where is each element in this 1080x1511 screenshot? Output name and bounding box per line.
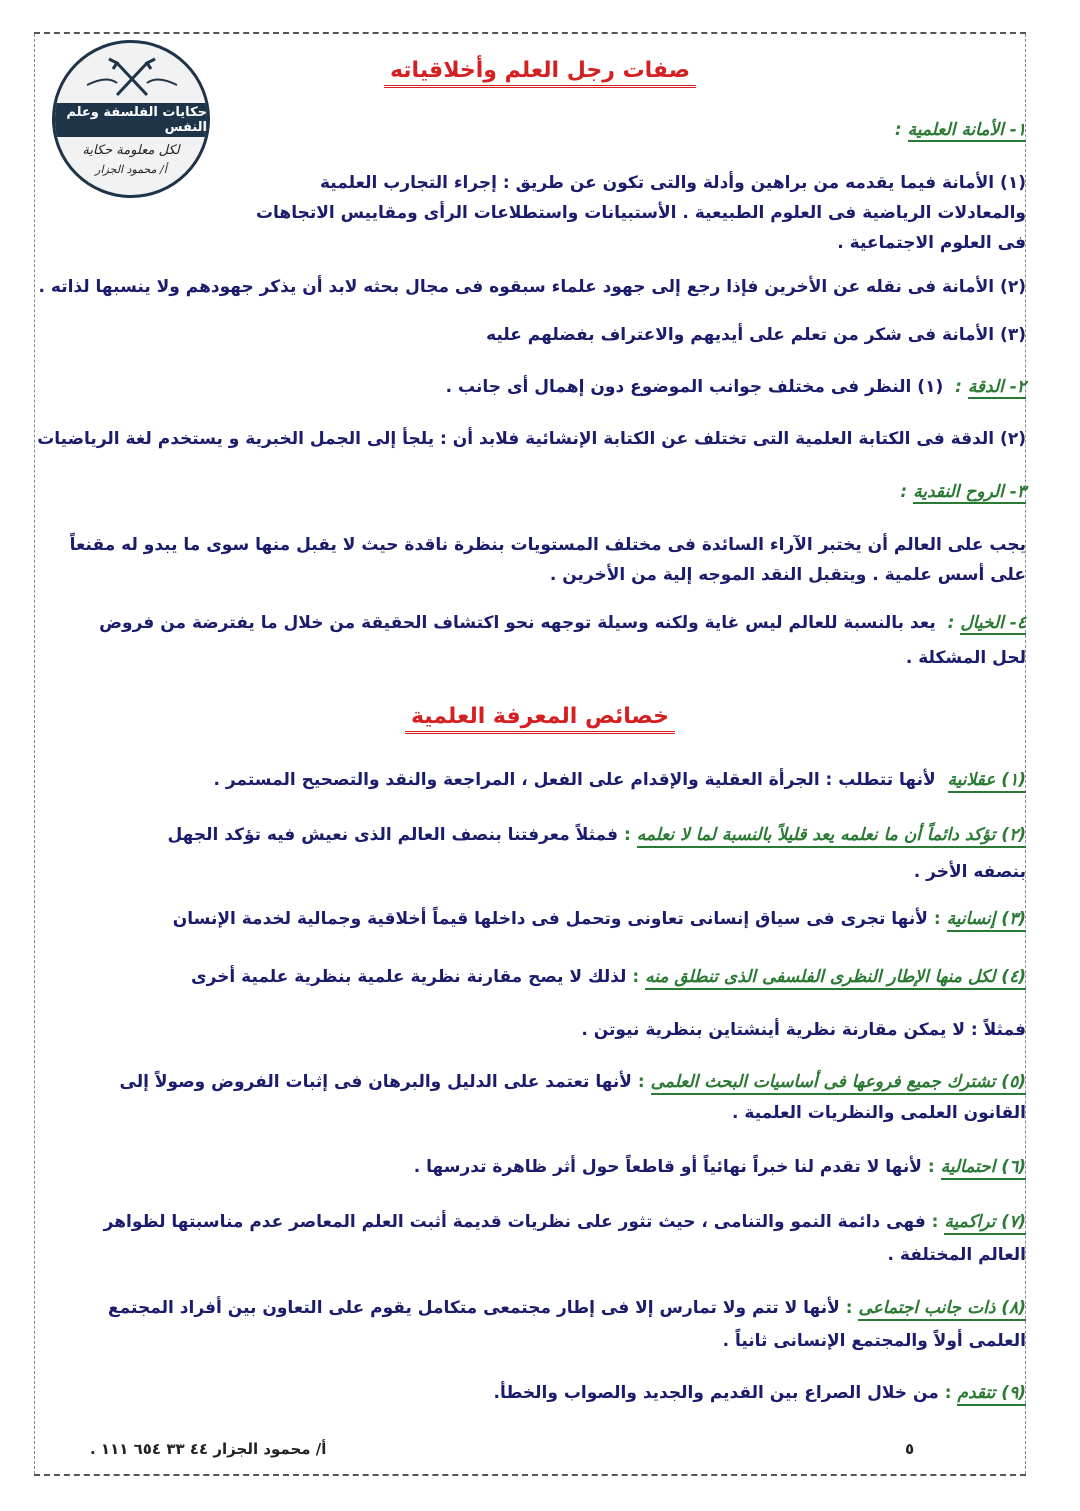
paragraph-line: (٢) الدقة فى الكتابة العلمية التى تختلف عن الكتابة الإنشائية فلابد أن : يلجأ إلى الجمل الخبرية و يستخدم لغة الرياضيات [37,429,1026,449]
section-line: ٢- الدقة : (١) النظر فى مختلف جوانب الموضوع دون إهمال أى جانب . [445,377,1026,397]
paragraph-line: (٢) الأمانة فى نقله عن الأخرين فإذا رجع إلى جهود علماء سبقوه فى مجال بحثه لابد أن يذكر جهودهم ولا ينسبها لذاته . [38,277,1026,297]
paragraph-line: فى العلوم الاجتماعية . [837,233,1026,253]
paragraph-line: القانون العلمى والنظريات العلمية . [732,1103,1026,1123]
paragraph-line: يجب على العالم أن يختبر الآراء السائدة فى مختلف المستويات بنظرة ناقدة حيث لا يقبل منها سوى ما يبدو له مقنعاً [69,535,1026,555]
list-item: (٢) تؤكد دائماً أن ما نعلمه يعد قليلاً بالنسبة لما لا نعلمه : فمثلاً معرفتنا بنصف العالم الذى نعيش فيه تؤكد الجهل [167,823,1026,847]
section-heading: ١- الأمانة العلمية : [894,120,1026,140]
paragraph-line: بنصفه الأخر . [913,862,1026,882]
paragraph-line: فمثلاً : لا يمكن مقارنة نظرية أينشتاين بنظرية نيوتن . [581,1020,1026,1040]
logo [52,40,210,198]
paragraph-line: لحل المشكلة . [905,648,1026,668]
paragraph-line: (١) الأمانة فيما يقدمه من براهين وأدلة والتى تكون عن طريق : إجراء التجارب العلمية [319,173,1026,193]
logo-author: أ/ محمود الجزار [95,163,167,176]
list-item: (١) عقلانية لأنها تتطلب : الجرأة العقلية والإقدام على الفعل ، المراجعة والنقد والتصحيح المستمر . [213,768,1026,792]
list-item: (٦) احتمالية : لأنها لا تقدم لنا خبراً نهائياً أو قاطعاً حول أثر ظاهرة تدرسها . [414,1155,1026,1179]
paragraph-line: العالم المختلفة . [887,1245,1026,1265]
paragraph-line: على أسس علمية . ويتقبل النقد الموجه إلية من الأخرين . [549,565,1026,585]
section-title: خصائص المعرفة العلمية [330,704,750,729]
page-number: ٥ [905,1440,915,1458]
list-item: (٣) إنسانية : لأنها تجرى فى سياق إنسانى تعاونى وتحمل فى داخلها قيماً أخلاقية وجمالية لخدمة الإنسان [173,907,1026,931]
footer-author: أ/ محمود الجزار ٤٤ ٣٣ ٦٥٤ ١١١ . [90,1440,327,1458]
section-line: ٤- الخيال : يعد بالنسبة للعالم ليس غاية ولكنه وسيلة توجهه نحو اكتشاف الحقيقة من خلال ما يفترضة من فروض [99,613,1026,633]
logo-tagline: لكل معلومة حكاية [82,143,180,158]
paragraph-line: والمعادلات الرياضية فى العلوم الطبيعية . الأستبيانات واستطلاعات الرأى ومقاييس الاتجاهات [255,203,1026,223]
paragraph-line: (٣) الأمانة فى شكر من تعلم على أيديهم والاعتراف بفضلهم عليه [486,325,1026,345]
list-item: (٤) لكل منها الإطار النظرى الفلسفى الذى تنطلق منه : لذلك لا يصح مقارنة نظرية علمية بنظرية علمية أخرى [191,965,1026,989]
list-item: (٥) تشترك جميع فروعها فى أساسيات البحث العلمى : لأنها تعتمد على الدليل والبرهان فى إثبات الفروض وصولاً إلى [120,1070,1026,1094]
page-title: صفات رجل العلم وأخلاقياته [330,58,750,83]
list-item: (٨) ذات جانب اجتماعى : لأنها لا تتم ولا تمارس إلا فى إطار مجتمعى متكامل يقوم على التعاون بين أفراد المجتمع [108,1296,1026,1320]
list-item: (٧) تراكمية : فهى دائمة النمو والتنامى ، حيث تثور على نظريات قديمة أثبت العلم المعاصر عدم مناسبتها لظواهر [104,1210,1026,1234]
section-heading: ٣- الروح النقدية : [900,482,1026,502]
list-item: (٩) تتقدم : من خلال الصراع بين القديم والجديد والصواب والخطأ. [493,1381,1026,1405]
paragraph-line: العلمى أولاً والمجتمع الإنسانى ثانياً . [722,1331,1026,1351]
tridents-icon [57,55,207,99]
logo-band: حكايات الفلسفة وعلم النفس [55,103,207,137]
